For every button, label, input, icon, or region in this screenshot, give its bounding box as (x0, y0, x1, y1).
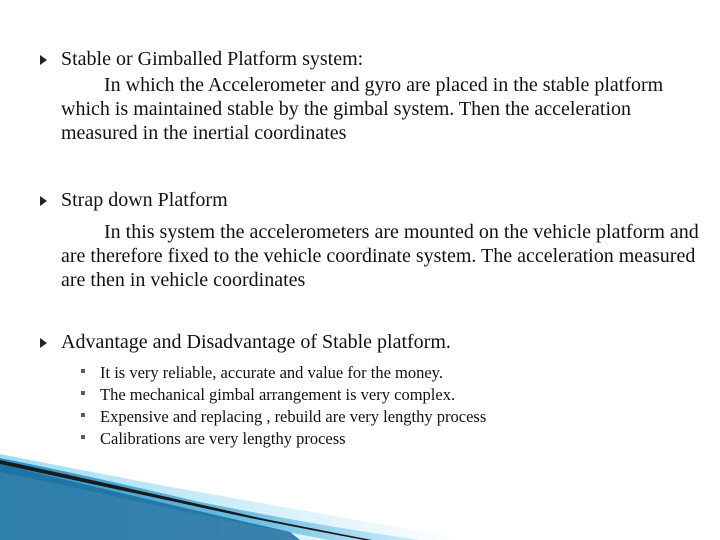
list-item-text: The mechanical gimbal arrangement is very complex. (100, 385, 456, 404)
arrow-bullet-icon (40, 338, 47, 348)
section-heading: Strap down Platform (61, 189, 228, 211)
list-item (78, 362, 486, 384)
advantages-list (78, 362, 486, 450)
list-item-text: It is very reliable, accurate and value for the money. (100, 363, 443, 382)
square-bullet-icon (81, 369, 85, 373)
decorative-swoosh (0, 440, 720, 540)
section-heading: Advantage and Disadvantage of Stable platform. (61, 331, 451, 353)
arrow-bullet-icon (40, 196, 47, 206)
section-heading: Stable or Gimballed Platform system: (61, 48, 364, 70)
square-bullet-icon (81, 435, 85, 439)
section-body: In which the Accelerometer and gyro are placed in the stable platform which is maintained stable by the gimbal system. Then the acceleration measured in the inertial coordinates (61, 74, 664, 144)
list-item-text: Expensive and replacing , rebuild are very lengthy process (100, 407, 487, 426)
list-item (78, 406, 486, 428)
section-body: In this system the accelerometers are mounted on the vehicle platform and are therefore fixed to the vehicle coordinate system. The acceleration measured are then in vehicle coordinates (61, 221, 699, 291)
arrow-bullet-icon (40, 55, 47, 65)
list-item (78, 384, 486, 406)
list-item-text: Calibrations are very lengthy process (100, 429, 346, 448)
square-bullet-icon (81, 391, 85, 395)
square-bullet-icon (81, 413, 85, 417)
